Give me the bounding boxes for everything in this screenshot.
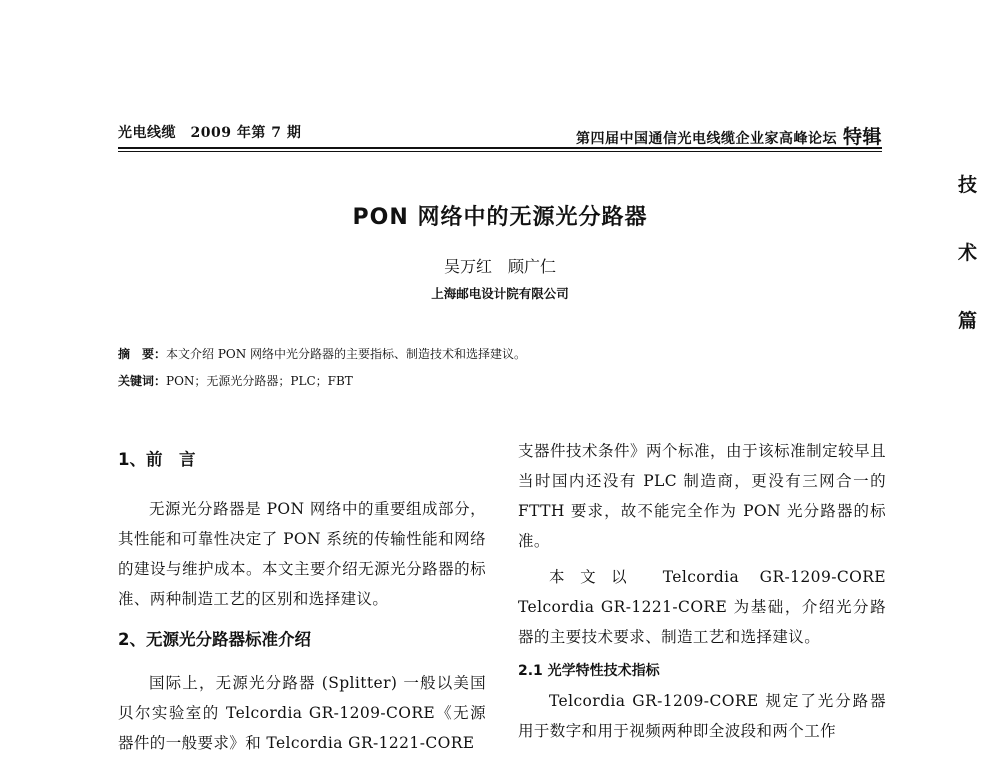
subsection-2-1-heading: 2.1 光学特性技术指标	[518, 663, 660, 679]
keywords-text: PON；无源光分路器；PLC；FBT	[166, 374, 353, 388]
abstract-text: 本文介绍 PON 网络中光分路器的主要指标、制造技术和选择建议。	[166, 347, 527, 361]
header-rule	[118, 147, 882, 149]
keywords-label: 关键词：	[118, 374, 167, 388]
conference-name: 第四届中国通信光电线缆企业家高峰论坛	[575, 131, 837, 147]
intro-paragraph: 本文以 Telcordia GR-1209-CORE Telcordia GR-1221-CORE 为基础，介绍光分路器的主要技术要求、制造工艺和选择建议。	[518, 568, 886, 646]
running-header-conference	[576, 122, 882, 149]
left-column	[118, 436, 486, 758]
side-label-char-2: 术	[958, 242, 978, 264]
side-label-char-3: 篇	[958, 310, 978, 332]
abstract	[118, 345, 526, 362]
right-column	[518, 436, 886, 746]
article-title: PON 网络中的无源光分路器	[352, 205, 648, 230]
running-header-journal: 光电线缆 2009 年第 7 期	[118, 125, 302, 141]
article-authors: 吴万红 顾广仁	[443, 257, 556, 276]
keywords	[118, 372, 353, 389]
article-affiliation: 上海邮电设计院有限公司	[431, 286, 569, 301]
side-label-char-1: 技	[958, 174, 978, 196]
section-1-heading: 1、前 言	[118, 450, 196, 469]
header-rule-thin	[118, 151, 882, 152]
section-2-heading: 2、无源光分路器标准介绍	[118, 630, 311, 649]
section-1-paragraph: 无源光分路器是 PON 网络中的重要组成部分，其性能和可靠性决定了 PON 系统的传输性能和网络的建设与维护成本。本文主要介绍无源光分路器的标准、两种制造工艺的区别和选择建议。	[118, 500, 486, 608]
subsection-2-1-paragraph: Telcordia GR-1209-CORE 规定了光分路器用于数字和用于视频两种即全波段和两个工作	[518, 692, 886, 740]
section-2-paragraph: 国际上，无源光分路器 (Splitter) 一般以美国贝尔实验室的 Telcordia GR-1209-CORE《无源器件的一般要求》和 Telcordia GR-1221-CORE	[118, 674, 486, 752]
special-issue-label: 特辑	[842, 126, 882, 148]
continued-paragraph: 支器件技术条件》两个标准，由于该标准制定较早且当时国内还没有 PLC 制造商，更没有三网合一的 FTTH 要求，故不能完全作为 PON 光分路器的标准。	[518, 442, 886, 550]
abstract-label: 摘 要：	[118, 347, 167, 361]
